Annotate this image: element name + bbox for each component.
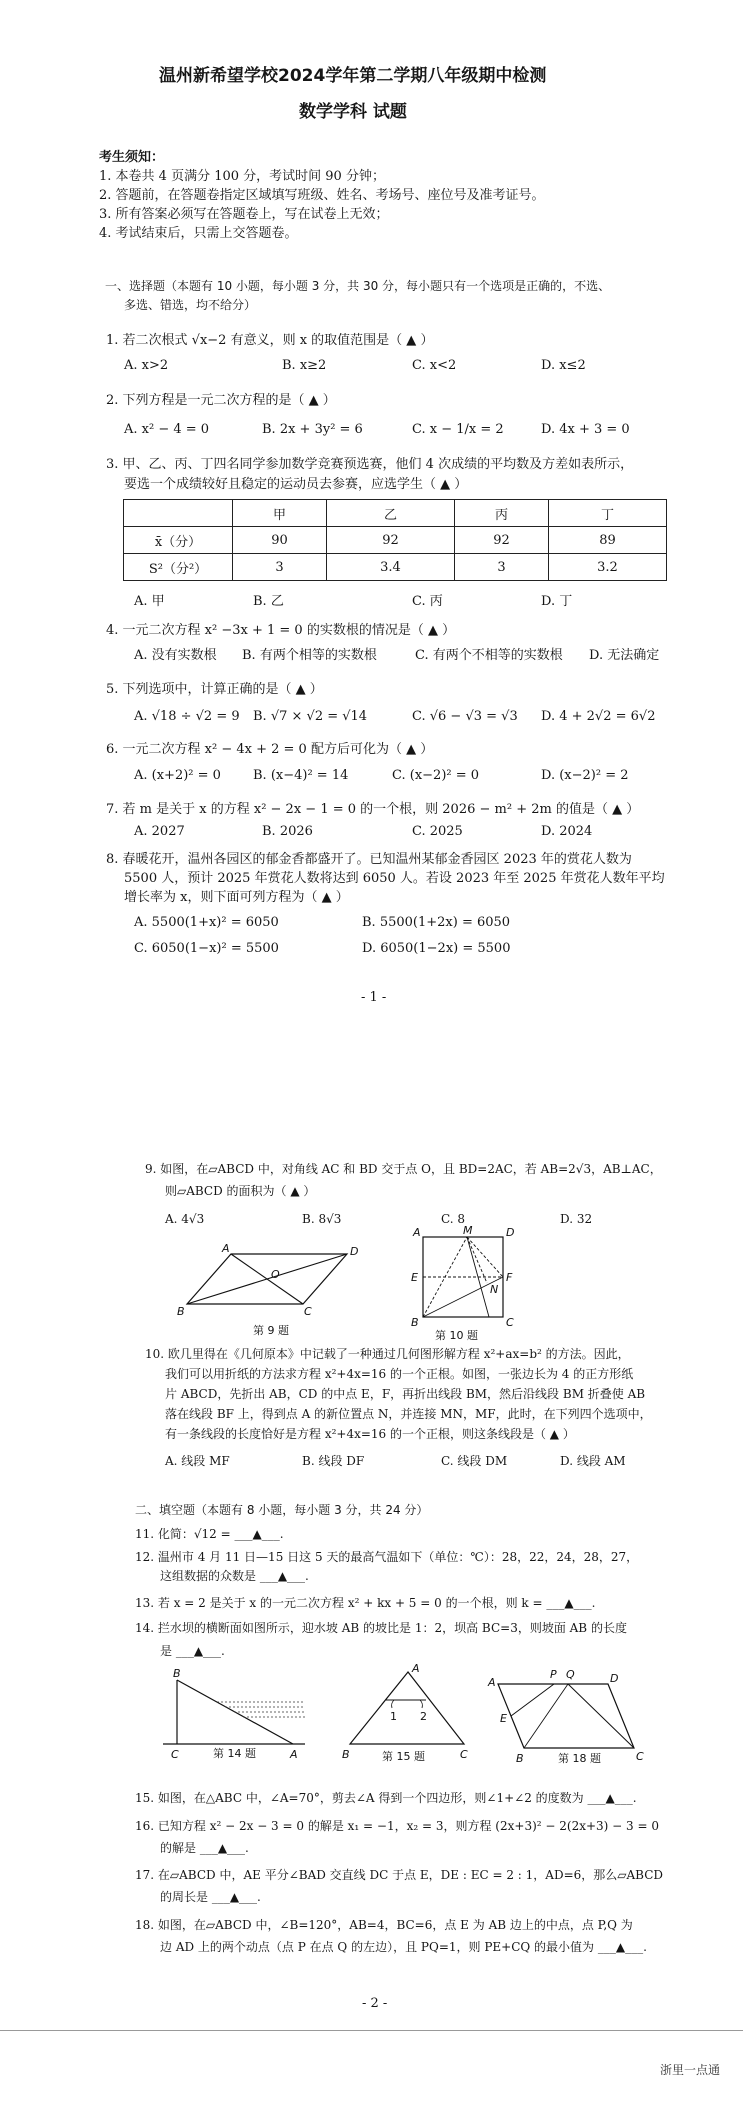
table-cell: 3.4 — [327, 554, 455, 581]
q8-line3: 增长率为 x，则下面可列方程为（ ▲ ） — [124, 890, 349, 905]
q2-option-b: B. 2x + 3y² = 6 — [262, 422, 363, 437]
page-divider — [0, 2030, 743, 2031]
q4-option-d: D. 无法确定 — [589, 648, 660, 663]
section2-heading: 二、填空题（本题有 8 小题，每小题 3 分，共 24 分） — [135, 1503, 429, 1517]
fig9-caption: 第 9 题 — [253, 1324, 289, 1337]
fig14-label-b: B — [173, 1668, 181, 1680]
page-number-2: - 2 - — [362, 1996, 388, 2011]
exam-subtitle: 数学学科 试题 — [299, 102, 407, 122]
q6-option-b: B. (x−4)² = 14 — [253, 768, 349, 783]
q9-option-b: B. 8√3 — [302, 1212, 342, 1226]
q16-line2: 的解是 ___▲___. — [160, 1841, 249, 1855]
section1-heading-line1: 一、选择题（本题有 10 小题，每小题 3 分，共 30 分，每小题只有一个选项是正确的，不选、 — [105, 279, 611, 293]
q1-stem: 1. 若二次根式 √x−2 有意义，则 x 的取值范围是（ ▲ ） — [106, 333, 434, 348]
fig14-label-a: A — [290, 1748, 298, 1761]
q7-option-b: B. 2026 — [262, 824, 313, 839]
fig10-caption: 第 10 题 — [435, 1329, 478, 1342]
watermark-text: 浙里一点通 — [660, 2063, 721, 2077]
q17-line2: 的周长是 ___▲___. — [160, 1890, 261, 1904]
table-cell: 3 — [233, 554, 327, 581]
q2-stem: 2. 下列方程是一元二次方程的是（ ▲ ） — [106, 393, 336, 408]
fig9-label-d: D — [350, 1245, 359, 1258]
fig9-label-b: B — [177, 1305, 185, 1318]
table-cell: 丙 — [455, 500, 549, 527]
fig15-caption: 第 15 题 — [382, 1750, 425, 1763]
q17-line1: 17. 在▱ABCD 中，AE 平分∠BAD 交直线 DC 于点 E，DE : EC = 2 : 1，AD=6，那么▱ABCD — [135, 1868, 664, 1882]
figure-14 — [155, 1668, 315, 1764]
q5-option-a: A. √18 ÷ √2 = 9 — [134, 709, 240, 724]
fig9-label-c: C — [304, 1305, 312, 1318]
q1-option-d: D. x≤2 — [541, 358, 586, 373]
q5-stem: 5. 下列选项中，计算正确的是（ ▲ ） — [106, 682, 323, 697]
table-cell: x̄（分） — [124, 527, 233, 554]
q8-option-c: C. 6050(1−x)² = 5500 — [134, 941, 279, 956]
fig10-label-e: E — [411, 1271, 418, 1284]
q3-table — [123, 499, 667, 581]
fig10-label-b: B — [411, 1316, 419, 1329]
q6-stem: 6. 一元二次方程 x² − 4x + 2 = 0 配方后可化为（ ▲ ） — [106, 742, 434, 757]
q7-option-d: D. 2024 — [541, 824, 593, 839]
q6-option-a: A. (x+2)² = 0 — [134, 768, 221, 783]
notice-heading: 考生须知： — [99, 150, 165, 165]
q11: 11. 化简：√12 = ___▲___. — [135, 1527, 284, 1541]
q1-option-b: B. x≥2 — [282, 358, 327, 373]
fig18-label-c: C — [636, 1750, 644, 1763]
q12-line1: 12. 温州市 4 月 11 日—15 日这 5 天的最高气温如下（单位：℃）：28，22，24，28，27， — [135, 1550, 639, 1564]
table-cell: 3 — [455, 554, 549, 581]
q9-option-d: D. 32 — [560, 1212, 593, 1226]
fig15-label-a: A — [412, 1662, 420, 1675]
fig18-label-b: B — [516, 1752, 524, 1765]
figure-10 — [405, 1225, 515, 1345]
q8-option-a: A. 5500(1+x)² = 6050 — [134, 915, 279, 930]
table-cell: 甲 — [233, 500, 327, 527]
q18-line2: 边 AD 上的两个动点（点 P 在点 Q 的左边），且 PQ=1，则 PE+CQ 的最小值为 ___▲___. — [160, 1940, 647, 1954]
q5-option-c: C. √6 − √3 = √3 — [412, 709, 518, 724]
table-cell: 3.2 — [549, 554, 667, 581]
table-row — [124, 500, 667, 527]
q3-option-b: B. 乙 — [253, 594, 284, 609]
q16-line1: 16. 已知方程 x² − 2x − 3 = 0 的解是 x₁ = −1，x₂ = 3，则方程 (2x+3)² − 2(2x+3) − 3 = 0 — [135, 1819, 659, 1833]
q10-line3: 片 ABCD，先折出 AB，CD 的中点 E，F，再折出线段 BM，然后沿线段 BM 折叠使 AB — [165, 1387, 646, 1401]
notice-item-1: 1. 本卷共 4 页满分 100 分，考试时间 90 分钟； — [99, 169, 385, 184]
q1-option-a: A. x>2 — [124, 358, 169, 373]
fig18-caption: 第 18 题 — [558, 1752, 601, 1765]
q9-option-a: A. 4√3 — [165, 1212, 205, 1226]
q8-option-b: B. 5500(1+2x) = 6050 — [362, 915, 511, 930]
fig15-label-2: 2 — [420, 1710, 427, 1723]
fig10-label-c: C — [506, 1316, 514, 1329]
notice-item-3: 3. 所有答案必须写在答题卷上，写在试卷上无效； — [99, 207, 389, 222]
q7-option-c: C. 2025 — [412, 824, 463, 839]
table-cell — [124, 500, 233, 527]
q2-option-d: D. 4x + 3 = 0 — [541, 422, 630, 437]
fig15-label-c: C — [460, 1748, 468, 1761]
q10-option-a: A. 线段 MF — [165, 1454, 230, 1468]
q4-option-b: B. 有两个相等的实数根 — [242, 648, 377, 663]
q6-option-d: D. (x−2)² = 2 — [541, 768, 629, 783]
fig18-label-d: D — [610, 1672, 619, 1685]
table-cell: 89 — [549, 527, 667, 554]
q6-option-c: C. (x−2)² = 0 — [392, 768, 480, 783]
figure-9 — [175, 1242, 375, 1340]
q8-option-d: D. 6050(1−2x) = 5500 — [362, 941, 511, 956]
fig9-label-o: O — [271, 1268, 280, 1281]
q12-line2: 这组数据的众数是 ___▲___. — [160, 1569, 309, 1583]
fig18-label-p: P — [550, 1668, 557, 1681]
q3-line2: 要选一个成绩较好且稳定的运动员去参赛，应选学生（ ▲ ） — [124, 477, 468, 492]
q10-line4: 落在线段 BF 上，得到点 A 的新位置点 N，并连接 MN，MF，此时，在下列四个选项中， — [165, 1407, 652, 1421]
table-cell: 丁 — [549, 500, 667, 527]
q14-line1: 14. 拦水坝的横断面如图所示，迎水坡 AB 的坡比是 1：2，坝高 BC=3，则坡面 AB 的长度 — [135, 1621, 627, 1635]
notice-item-4: 4. 考试结束后，只需上交答题卷。 — [99, 226, 298, 241]
q10-line2: 我们可以用折纸的方法求方程 x²+4x=16 的一个正根。如图，一张边长为 4 的正方形纸 — [165, 1367, 634, 1381]
fig14-label-c: C — [171, 1748, 179, 1761]
q15: 15. 如图，在△ABC 中，∠A=70°，剪去∠A 得到一个四边形，则∠1+∠2 的度数为 ___▲___. — [135, 1791, 637, 1805]
section1-heading-line2: 多选、错选，均不给分） — [124, 298, 257, 312]
q8-line1: 8. 春暖花开，温州各园区的郁金香都盛开了。已知温州某郁金香园区 2023 年的赏花人数为 — [106, 852, 632, 867]
q5-option-b: B. √7 × √2 = √14 — [253, 709, 368, 724]
fig10-label-a: A — [413, 1226, 421, 1239]
table-row — [124, 554, 667, 581]
fig10-label-d: D — [506, 1226, 515, 1239]
q4-stem: 4. 一元二次方程 x² −3x + 1 = 0 的实数根的情况是（ ▲ ） — [106, 623, 456, 638]
notice-item-2: 2. 答题前，在答题卷指定区域填写班级、姓名、考场号、座位号及准考证号。 — [99, 188, 545, 203]
figure-18 — [486, 1664, 646, 1766]
q3-line1: 3. 甲、乙、丙、丁四名同学参加数学竞赛预选赛，他们 4 次成绩的平均数及方差如表所示， — [106, 457, 634, 472]
q3-option-a: A. 甲 — [134, 594, 165, 609]
table-cell: 92 — [327, 527, 455, 554]
q10-option-d: D. 线段 AM — [560, 1454, 626, 1468]
fig14-caption: 第 14 题 — [213, 1747, 256, 1760]
q7-option-a: A. 2027 — [134, 824, 185, 839]
fig10-label-f: F — [506, 1271, 513, 1284]
fig15-label-1: 1 — [390, 1710, 397, 1723]
q4-option-a: A. 没有实数根 — [134, 648, 217, 663]
table-cell: 90 — [233, 527, 327, 554]
table-cell: S²（分²） — [124, 554, 233, 581]
q13: 13. 若 x = 2 是关于 x 的一元二次方程 x² + kx + 5 = 0 的一个根，则 k = ___▲___. — [135, 1596, 596, 1610]
q10-line1: 10. 欧几里得在《几何原本》中记载了一种通过几何图形解方程 x²+ax=b² 的方法。因此， — [145, 1347, 630, 1361]
q1-option-c: C. x<2 — [412, 358, 457, 373]
q4-option-c: C. 有两个不相等的实数根 — [415, 648, 563, 663]
q14-line2: 是 ___▲___. — [160, 1644, 225, 1658]
q3-option-d: D. 丁 — [541, 594, 573, 609]
figure-15 — [342, 1662, 472, 1768]
fig10-label-n: N — [490, 1283, 499, 1296]
fig10-label-m: M — [463, 1225, 473, 1237]
q2-option-a: A. x² − 4 = 0 — [124, 422, 210, 437]
q18-line1: 18. 如图，在▱ABCD 中，∠B=120°，AB=4，BC=6，点 E 为 AB 边上的中点，点 P,Q 为 — [135, 1918, 633, 1932]
q9-line1: 9. 如图，在▱ABCD 中，对角线 AC 和 BD 交于点 O，且 BD=2AC，若 AB=2√3，AB⊥AC， — [145, 1162, 662, 1176]
q2-option-c: C. x − 1/x = 2 — [412, 422, 504, 437]
q9-line2: 则▱ABCD 的面积为（ ▲ ） — [165, 1184, 316, 1198]
fig18-label-e: E — [500, 1712, 507, 1725]
fig9-label-a: A — [222, 1242, 230, 1255]
q5-option-d: D. 4 + 2√2 = 6√2 — [541, 709, 656, 724]
q10-option-c: C. 线段 DM — [441, 1454, 508, 1468]
exam-title: 温州新希望学校2024学年第二学期八年级期中检测 — [159, 66, 547, 86]
table-row — [124, 527, 667, 554]
fig18-label-q: Q — [566, 1668, 575, 1681]
fig15-label-b: B — [342, 1748, 350, 1761]
q8-line2: 5500 人，预计 2025 年赏花人数将达到 6050 人。若设 2023 年至 2025 年赏花人数年平均 — [124, 871, 665, 886]
page-number-1: - 1 - — [361, 990, 387, 1005]
q3-option-c: C. 丙 — [412, 594, 443, 609]
fig18-label-a: A — [488, 1676, 496, 1689]
q10-line5: 有一条线段的长度恰好是方程 x²+4x=16 的一个正根，则这条线段是（ ▲ ） — [165, 1427, 575, 1441]
q7-stem: 7. 若 m 是关于 x 的方程 x² − 2x − 1 = 0 的一个根，则 2026 − m² + 2m 的值是（ ▲ ） — [106, 802, 640, 817]
table-cell: 乙 — [327, 500, 455, 527]
table-cell: 92 — [455, 527, 549, 554]
q9-option-c: C. 8 — [441, 1212, 466, 1226]
q10-option-b: B. 线段 DF — [302, 1454, 365, 1468]
